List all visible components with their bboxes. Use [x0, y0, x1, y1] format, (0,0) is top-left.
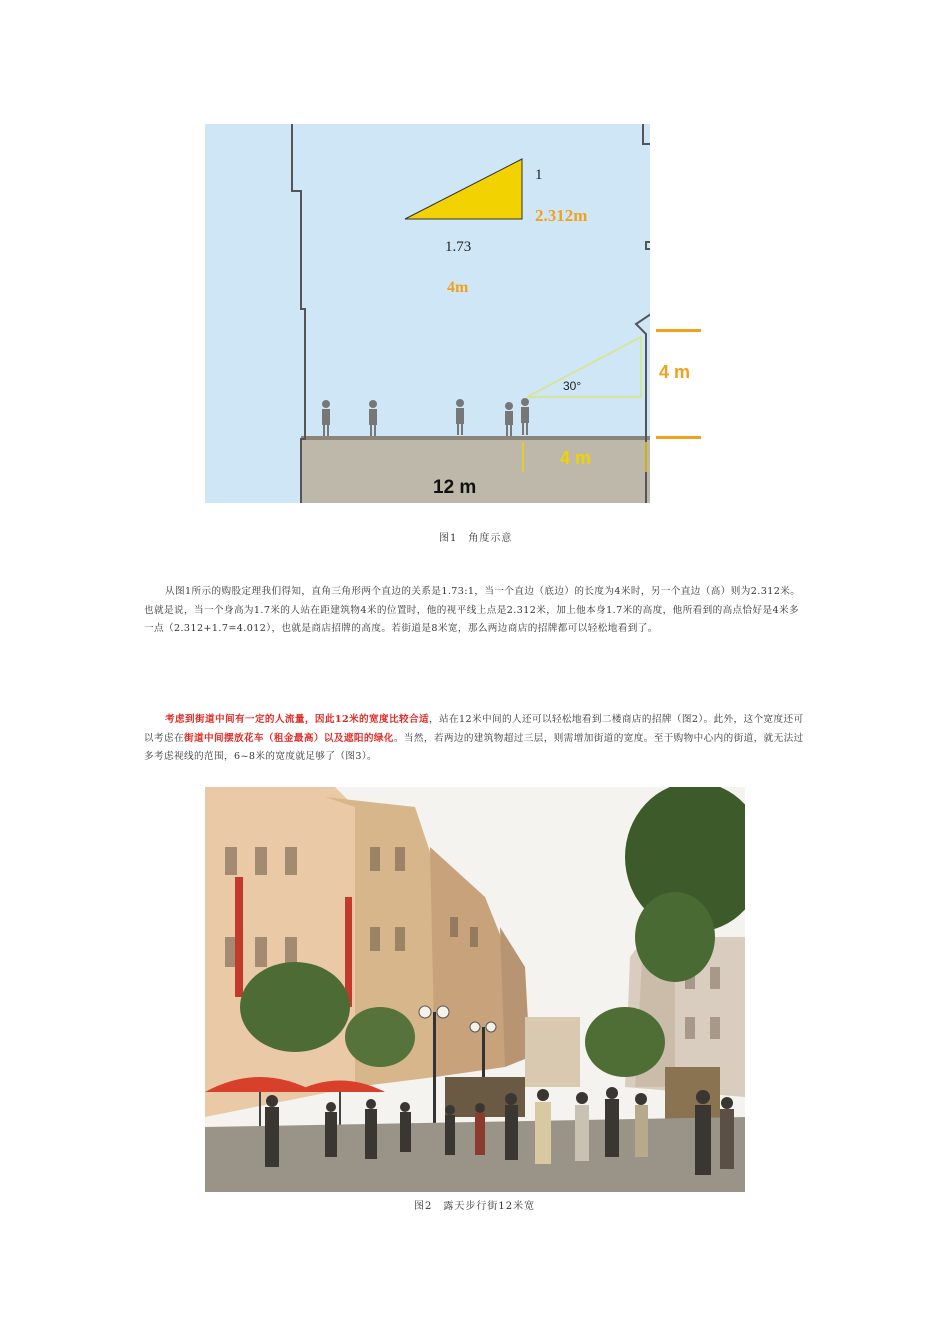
marker-top: [656, 329, 701, 332]
label-wall-height: 4 m: [659, 362, 691, 382]
distant-building: [525, 1017, 580, 1087]
figure2-caption: 图2 露天步行街12米宽: [414, 1201, 536, 1212]
label-short-side: 1: [535, 167, 543, 183]
figure1-caption: 图1 角度示意: [439, 533, 513, 544]
highlight-flower-carts: 街道中间摆放花车（租金最高）以及遮阳的绿化: [183, 732, 394, 744]
label-base-ratio: 1.73: [445, 239, 472, 255]
paragraph-2-text-b: 。当然，若两边的建筑物超过三层，则需增加街道的宽度。至于购物中心内的街道，就无法过多考虑视线的范围，6~8米的宽度就足够了（图3）。: [144, 732, 804, 762]
tree-left: [240, 962, 350, 1052]
paragraph-2-text-a: ，站在12米中间的人还可以轻松地看到二楼商店的招牌（图2）。此外，这个宽度还可以考虑在: [144, 714, 804, 744]
paragraph-1: [144, 583, 808, 639]
marker-bottom: [656, 436, 701, 439]
label-height: 2.312m: [535, 206, 588, 225]
label-street-width: 12 m: [433, 477, 477, 498]
label-base-length: 4m: [447, 279, 469, 296]
red-banner: [235, 877, 243, 997]
paragraph-2: [144, 711, 808, 767]
label-angle: 30°: [563, 379, 582, 393]
figure-angle-diagram: [205, 124, 746, 503]
highlight-street-width: 考虑到街道中间有一定的人流量，因此12米的宽度比较合适: [165, 714, 429, 725]
label-ground-offset: 4 m: [560, 448, 592, 468]
figure-street-photo: [205, 787, 745, 1192]
paragraph-1-text: 从图1所示的购股定理我们得知，直角三角形两个直边的关系是1.73:1，当一个直边（底边）的长度为4米时，另一个直边（高）则为2.312米。也就是说，当一个身高为1.7米的人站在距建筑物4米的位置时，他的视平线上点是2.312米，加上他本身1.7米的高度，他所看到的高点恰好是4米多一点（2.312+1.7=4.012），也就是商店招牌的高度。若街道是8米宽，那么两边商店的招牌都可以轻松地看到了。: [144, 586, 801, 634]
